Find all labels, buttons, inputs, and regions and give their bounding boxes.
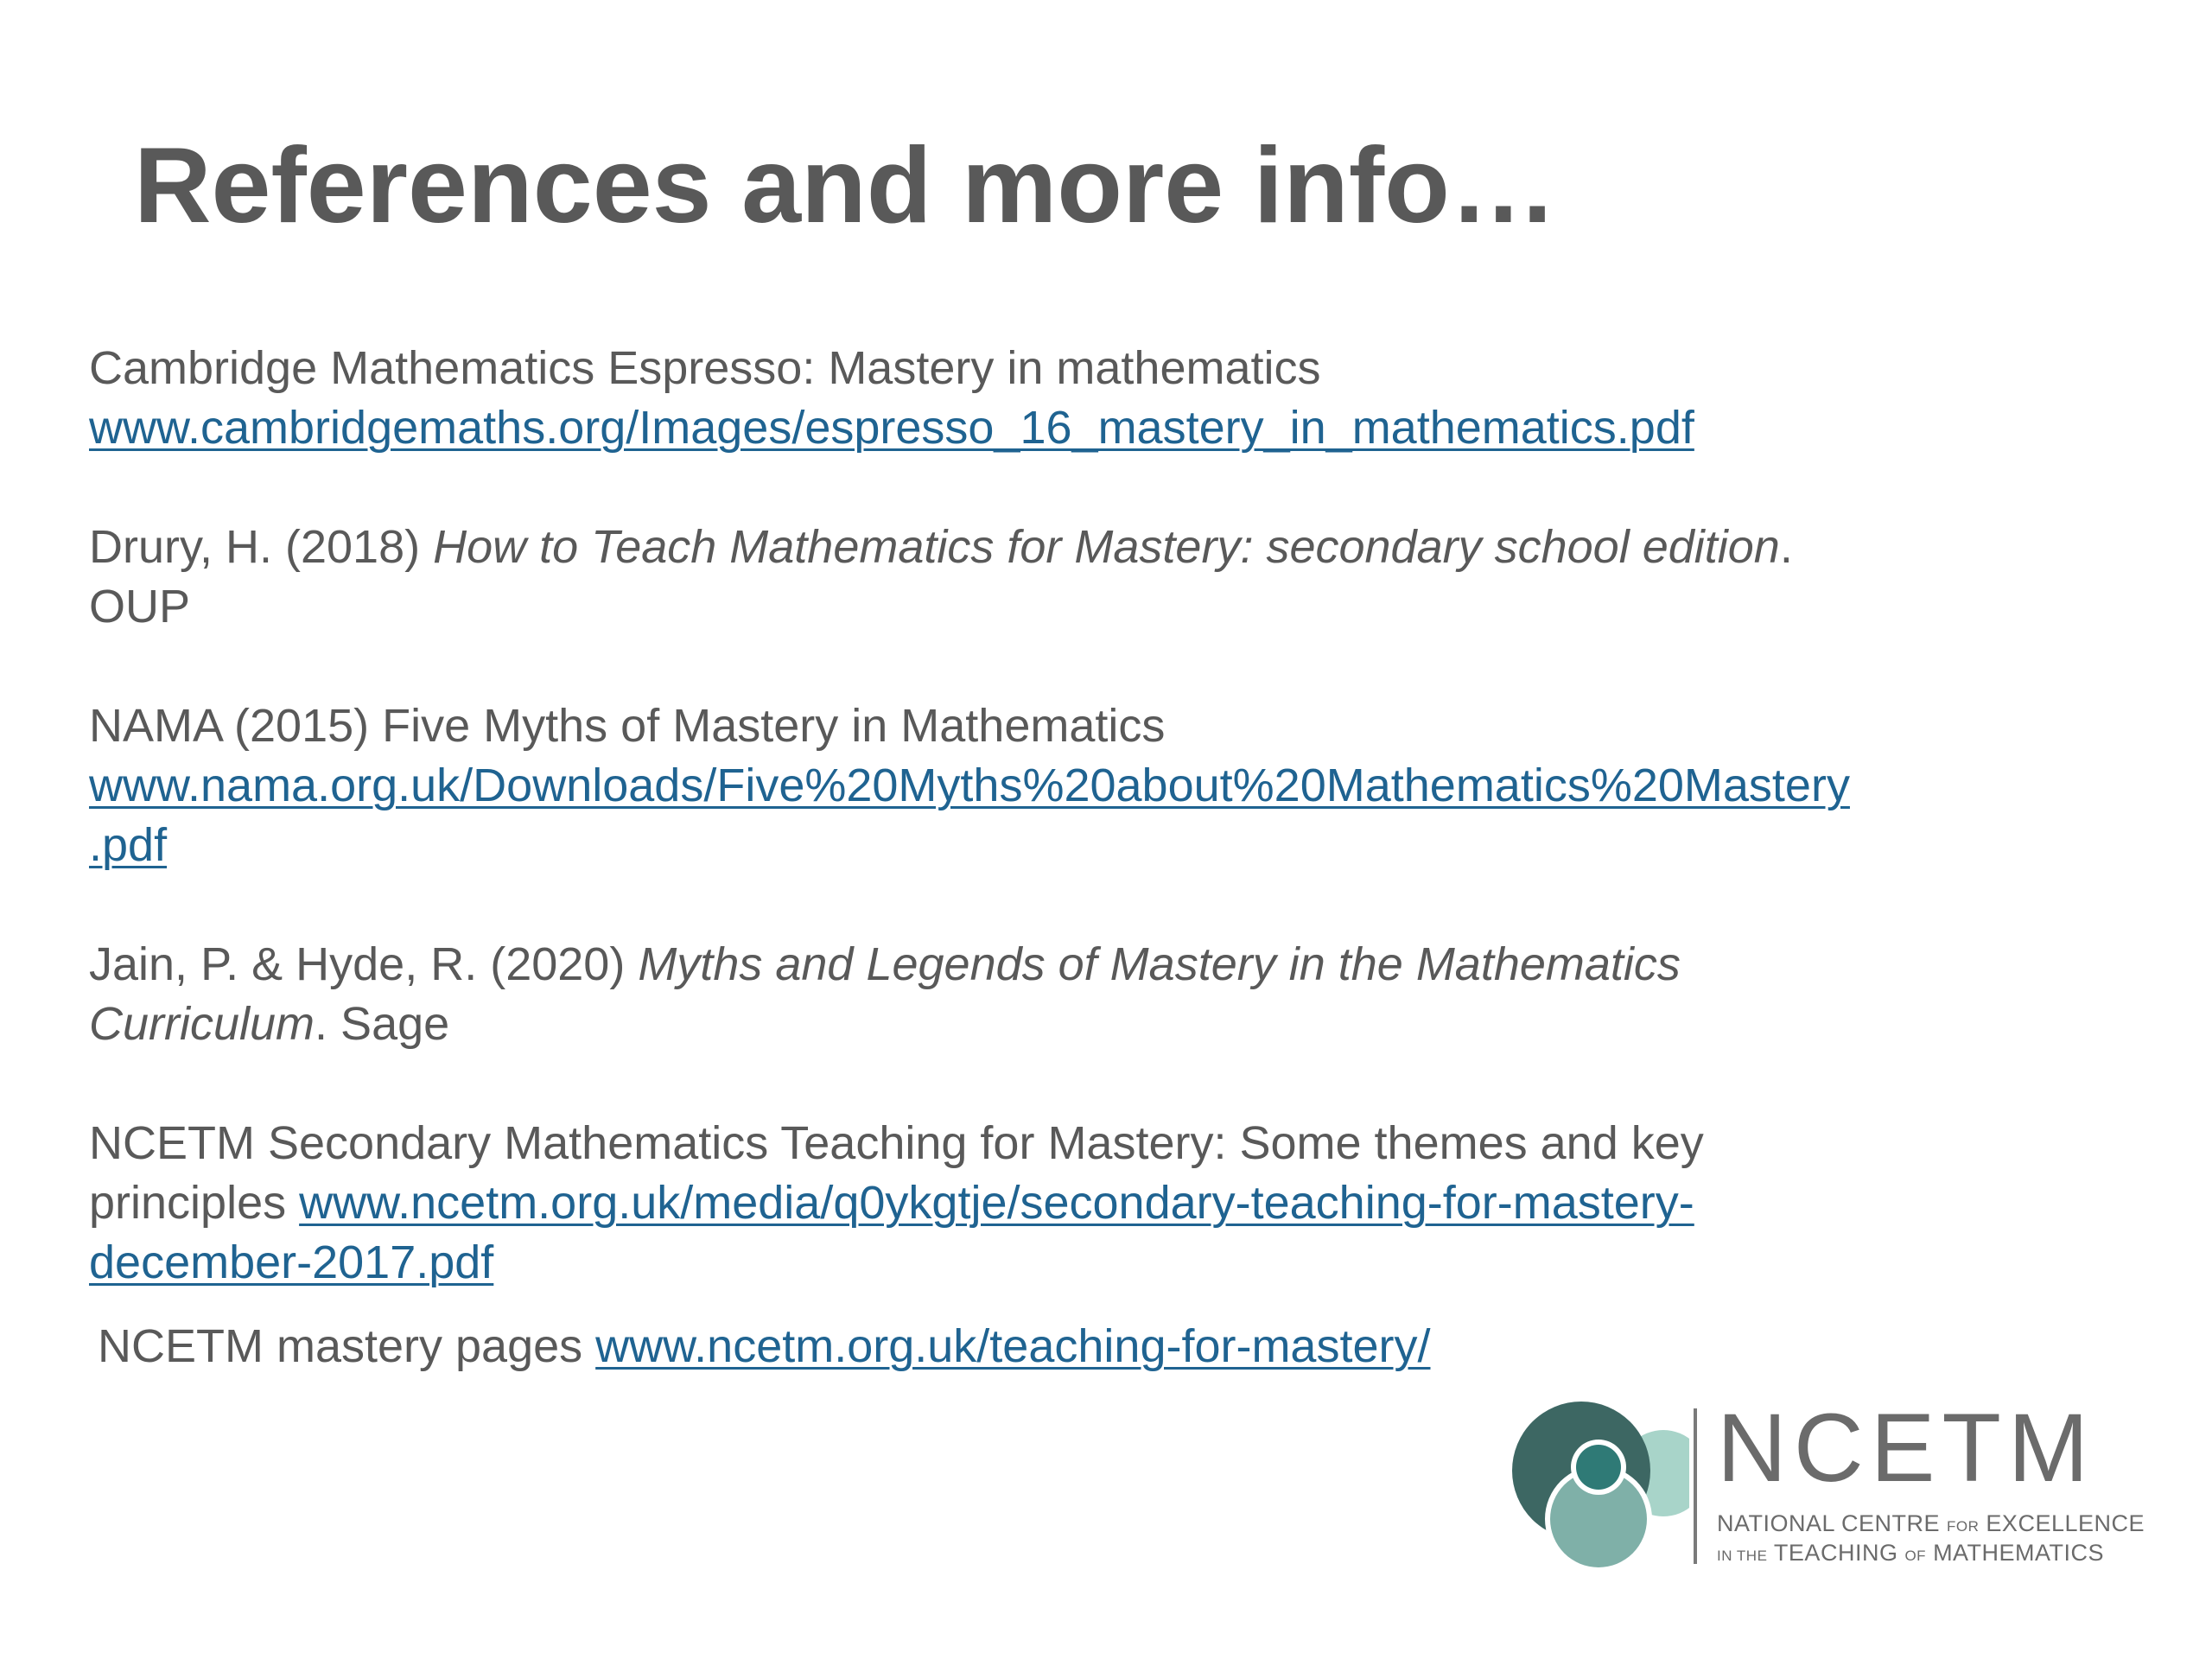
reference-nama <box>89 696 2042 875</box>
nama-myths-link[interactable] <box>89 756 2042 875</box>
nama-link-line-1[interactable]: www.nama.org.uk/Downloads/Five%20Myths%20about%20Mathematics%20Mastery <box>89 760 1850 811</box>
reference-cambridge <box>89 339 2042 458</box>
reference-publisher: . Sage <box>315 998 450 1050</box>
reference-author: Jain, P. & Hyde, R. (2020) <box>89 938 639 990</box>
logo-tagline-small: IN THE <box>1717 1548 1768 1564</box>
logo-tagline-line-1 <box>1717 1510 2145 1540</box>
logo-tagline-line-2 <box>1717 1540 2104 1569</box>
logo-divider <box>1694 1408 1697 1564</box>
reference-text: NAMA (2015) Five Myths of Mastery in Mathematics <box>89 700 1166 752</box>
ncetm-logo-mark-icon <box>1491 1400 1689 1573</box>
ncetm-logo <box>1491 1394 2145 1573</box>
reference-jain-hyde <box>89 935 2042 1054</box>
logo-tagline-part: EXCELLENCE <box>1979 1510 2145 1536</box>
reference-book-title-line-1: Myths and Legends of Mastery in the Mathematics <box>638 938 1681 990</box>
references-list <box>89 339 2042 1436</box>
reference-ncetm-mastery-pages <box>98 1317 2042 1376</box>
reference-text: NCETM mastery pages <box>98 1320 596 1372</box>
reference-text-line-1: NCETM Secondary Mathematics Teaching for Mastery: Some themes and key <box>89 1117 1704 1169</box>
logo-tagline-part: TEACHING <box>1767 1540 1905 1566</box>
logo-tagline-small: FOR <box>1947 1518 1980 1535</box>
ncetm-secondary-link-line-1[interactable]: www.ncetm.org.uk/media/q0ykgtje/secondary-teaching-for-mastery- <box>299 1177 1694 1229</box>
ncetm-mastery-pages-link[interactable]: www.ncetm.org.uk/teaching-for-mastery/ <box>595 1320 1431 1372</box>
reference-text: Cambridge Mathematics Espresso: Mastery in mathematics <box>89 342 1321 394</box>
logo-circle-small <box>1576 1445 1621 1490</box>
logo-tagline-part: NATIONAL CENTRE <box>1717 1510 1948 1536</box>
logo-tagline-part: MATHEMATICS <box>1926 1540 2105 1566</box>
reference-author: Drury, H. (2018) <box>89 521 434 573</box>
reference-punctuation: . <box>1779 521 1793 573</box>
reference-publisher: OUP <box>89 581 191 632</box>
reference-text-line-2: principles <box>89 1177 300 1229</box>
reference-book-title-line-2: Curriculum <box>89 998 315 1050</box>
reference-book-title: How to Teach Mathematics for Mastery: secondary school edition <box>433 521 1780 573</box>
logo-wordmark: NCETM <box>1717 1394 2096 1502</box>
logo-tagline-small: OF <box>1904 1548 1927 1564</box>
slide-title: References and more info… <box>134 126 1557 245</box>
reference-drury <box>89 518 2042 637</box>
ncetm-secondary-link-line-2[interactable]: december-2017.pdf <box>89 1236 494 1288</box>
cambridge-espresso-link[interactable]: www.cambridgemaths.org/Images/espresso_16_mastery_in_mathematics.pdf <box>89 402 1694 454</box>
reference-ncetm-secondary <box>89 1114 2042 1293</box>
nama-link-line-2[interactable]: .pdf <box>89 819 168 871</box>
